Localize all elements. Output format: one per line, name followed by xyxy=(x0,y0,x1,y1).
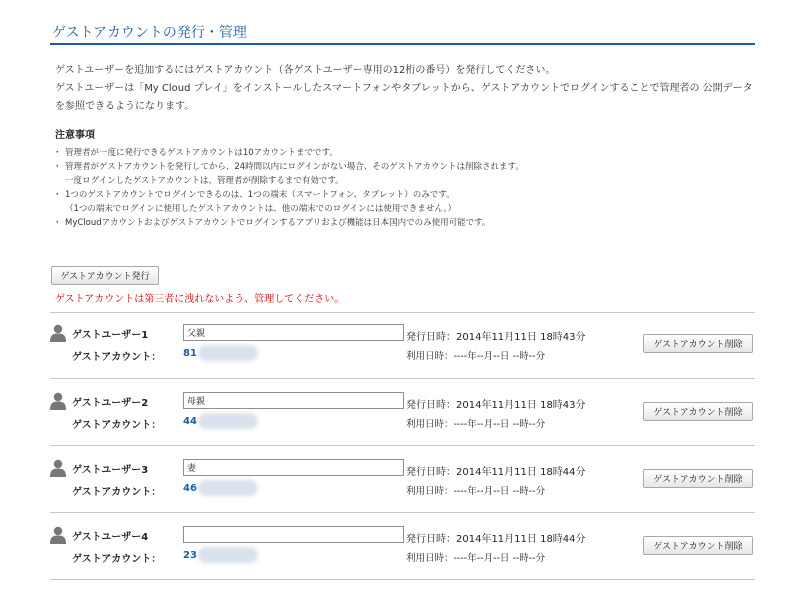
delete-guest-account-button[interactable]: ゲストアカウント削除 xyxy=(643,334,753,353)
intro-line-2: ゲストユーザーは「My Cloud プレイ」をインストールしたスマートフォンやタブレットから、ゲストアカウントでログインすることで管理者の 公開データを参照できるようになります。 xyxy=(55,83,753,112)
title-underline xyxy=(50,43,755,45)
guest-account-number: 44 xyxy=(183,416,197,427)
note-subtext: 一度ログインしたゲストアカウントは、管理者が削除するまで有効です。 xyxy=(65,176,344,186)
guest-account-number: 46 xyxy=(183,483,197,494)
guest-name-input[interactable] xyxy=(183,459,404,476)
note-item xyxy=(55,188,755,216)
note-item xyxy=(55,160,755,188)
issued-datetime: 発行日時：2014年11月11日 18時44分 xyxy=(406,534,586,545)
warning-message: ゲストアカウントは第三者に洩れないよう、管理してください。 xyxy=(55,294,345,305)
guest-row-2 xyxy=(50,392,755,458)
used-datetime: 利用日時：----年--月--日 --時--分 xyxy=(406,486,546,497)
issue-guest-account-button[interactable]: ゲストアカウント発行 xyxy=(51,266,159,285)
redacted-account-digits xyxy=(198,345,258,361)
redacted-account-digits xyxy=(198,480,258,496)
used-datetime: 利用日時：----年--月--日 --時--分 xyxy=(406,419,546,430)
guest-account-number: 81 xyxy=(183,348,197,359)
guest-account-label: ゲストアカウント： xyxy=(72,352,162,363)
person-icon xyxy=(50,392,66,410)
delete-guest-account-button[interactable]: ゲストアカウント削除 xyxy=(643,402,753,421)
page-title: ゲストアカウントの発行・管理 xyxy=(52,25,247,41)
note-text: ・ 管理者が一度に発行できるゲストアカウントは10アカウントまでです。 xyxy=(65,148,338,158)
intro-text xyxy=(55,62,755,116)
guest-user-label: ゲストユーザー1 xyxy=(72,330,149,341)
guest-row-1 xyxy=(50,324,755,390)
person-icon xyxy=(50,526,66,544)
guest-name-input[interactable] xyxy=(183,526,404,543)
redacted-account-digits xyxy=(198,547,258,563)
issued-datetime: 発行日時：2014年11月11日 18時43分 xyxy=(406,332,586,343)
guest-row-3 xyxy=(50,459,755,525)
note-subtext: （1つの端末でログインに使用したゲストアカウントは、他の端末でのログインには使用できません。） xyxy=(65,204,457,214)
delete-guest-account-button[interactable]: ゲストアカウント削除 xyxy=(643,469,753,488)
guest-row-4 xyxy=(50,526,755,592)
guest-account-label: ゲストアカウント： xyxy=(72,487,162,498)
row-divider xyxy=(50,579,755,580)
note-item xyxy=(55,146,755,160)
row-divider xyxy=(50,378,755,379)
row-divider xyxy=(50,445,755,446)
guest-account-label: ゲストアカウント： xyxy=(72,554,162,565)
guest-name-input[interactable] xyxy=(183,392,404,409)
guest-name-input[interactable] xyxy=(183,324,404,341)
notes-list xyxy=(55,146,755,230)
guest-user-label: ゲストユーザー3 xyxy=(72,465,149,476)
notes-heading: 注意事項 xyxy=(55,130,95,141)
guest-user-label: ゲストユーザー2 xyxy=(72,398,149,409)
row-divider xyxy=(50,512,755,513)
note-text: ・ 管理者がゲストアカウントを発行してから、24時間以内にログインがない場合、そのゲストアカウントは削除されます。 xyxy=(65,162,524,172)
note-item xyxy=(55,216,755,230)
person-icon xyxy=(50,459,66,477)
delete-guest-account-button[interactable]: ゲストアカウント削除 xyxy=(643,536,753,555)
issued-datetime: 発行日時：2014年11月11日 18時43分 xyxy=(406,400,586,411)
note-text: ・ MyCloudアカウントおよびゲストアカウントでログインするアプリおよび機能は日本国内でのみ使用可能です。 xyxy=(65,218,491,228)
guest-account-label: ゲストアカウント： xyxy=(72,420,162,431)
used-datetime: 利用日時：----年--月--日 --時--分 xyxy=(406,351,546,362)
person-icon xyxy=(50,324,66,342)
redacted-account-digits xyxy=(198,413,258,429)
guest-account-number: 23 xyxy=(183,550,197,561)
issued-datetime: 発行日時：2014年11月11日 18時44分 xyxy=(406,467,586,478)
used-datetime: 利用日時：----年--月--日 --時--分 xyxy=(406,553,546,564)
row-divider xyxy=(50,312,755,313)
guest-user-label: ゲストユーザー4 xyxy=(72,532,149,543)
intro-line-1: ゲストユーザーを追加するにはゲストアカウント（各ゲストユーザー専用の12桁の番号）を発行してください。 xyxy=(55,65,556,76)
note-text: ・ 1つのゲストアカウントでログインできるのは、1つの端末（スマートフォン、タブレット）のみです。 xyxy=(65,190,455,200)
